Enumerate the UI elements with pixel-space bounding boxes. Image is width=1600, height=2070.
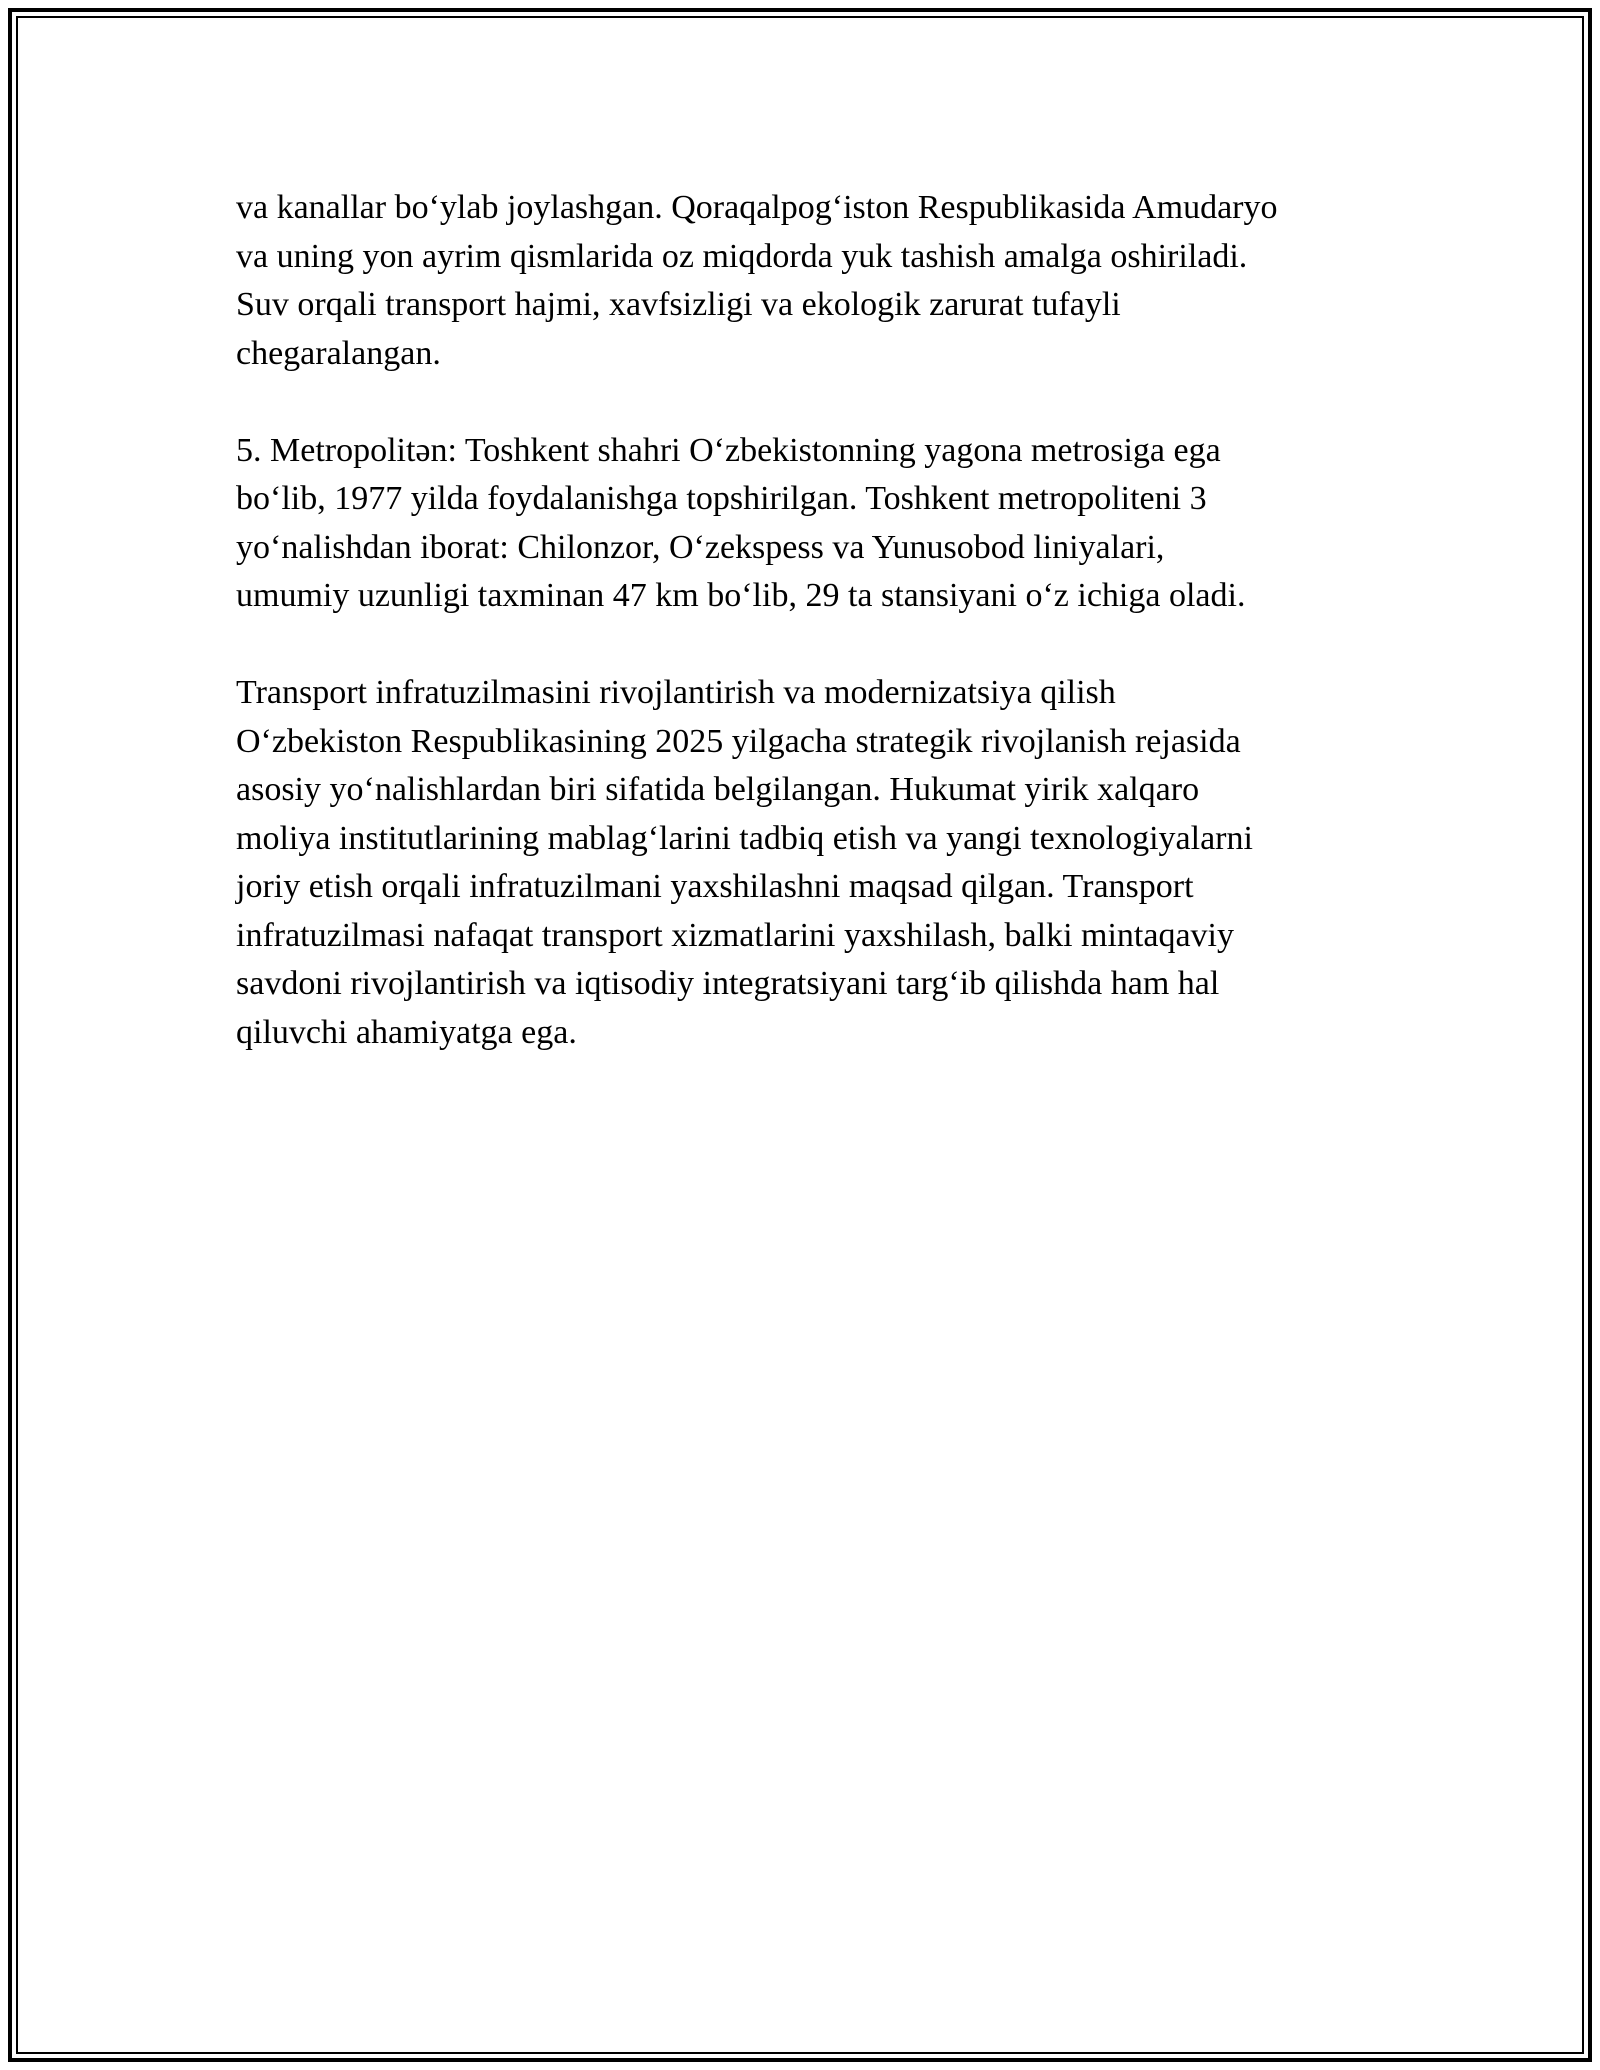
text-line: chegaralangan. [236, 334, 441, 372]
text-line: qiluvchi ahamiyatga ega. [236, 1013, 577, 1051]
paragraph-water-transport [236, 184, 1396, 378]
text-line: yo‘nalishdan iborat: Chilonzor, O‘zekspess va Yunusobod liniyalari, [236, 528, 1165, 566]
text-line: savdoni rivojlantirish va iqtisodiy integratsiyani targ‘ib qilishda ham hal [236, 965, 1220, 1002]
text-line: Transport infratuzilmasini rivojlantirish va modernizatsiya qilish [236, 674, 1116, 711]
text-line: moliya institutlarining mablag‘larini tadbiq etish va yangi texnologiyalarni [236, 819, 1253, 857]
document-body [236, 184, 1396, 1106]
paragraph-infrastructure [236, 669, 1396, 1057]
text-line: umumiy uzunligi taxminan 47 km bo‘lib, 29 ta stansiyani o‘z ichiga oladi. [236, 577, 1246, 614]
text-line: va uning yon ayrim qismlarida oz miqdorda yuk tashish amalga oshiriladi. [236, 237, 1248, 275]
text-line: 5. Metropolitən: Toshkent shahri O‘zbekistonning yagona metrosiga ega [236, 431, 1221, 469]
text-line: infratuzilmasi nafaqat transport xizmatlarini yaxshilash, balki mintaqaviy [236, 916, 1234, 954]
text-line: joriy etish orqali infratuzilmani yaxshilashni maqsad qilgan. Transport [236, 868, 1194, 905]
text-line: Suv orqali transport hajmi, xavfsizligi va ekologik zarurat tufayli [236, 286, 1121, 323]
text-line: va kanallar bo‘ylab joylashgan. Qoraqalpog‘iston Respublikasida Amudaryo [236, 189, 1278, 226]
text-line: bo‘lib, 1977 yilda foydalanishga topshirilgan. Toshkent metropoliteni 3 [236, 480, 1207, 517]
text-line: O‘zbekiston Respublikasining 2025 yilgacha strategik rivojlanish rejasida [236, 722, 1241, 760]
text-line: asosiy yo‘nalishlardan biri sifatida belgilangan. Hukumat yirik xalqaro [236, 771, 1200, 808]
paragraph-metro [236, 427, 1396, 621]
